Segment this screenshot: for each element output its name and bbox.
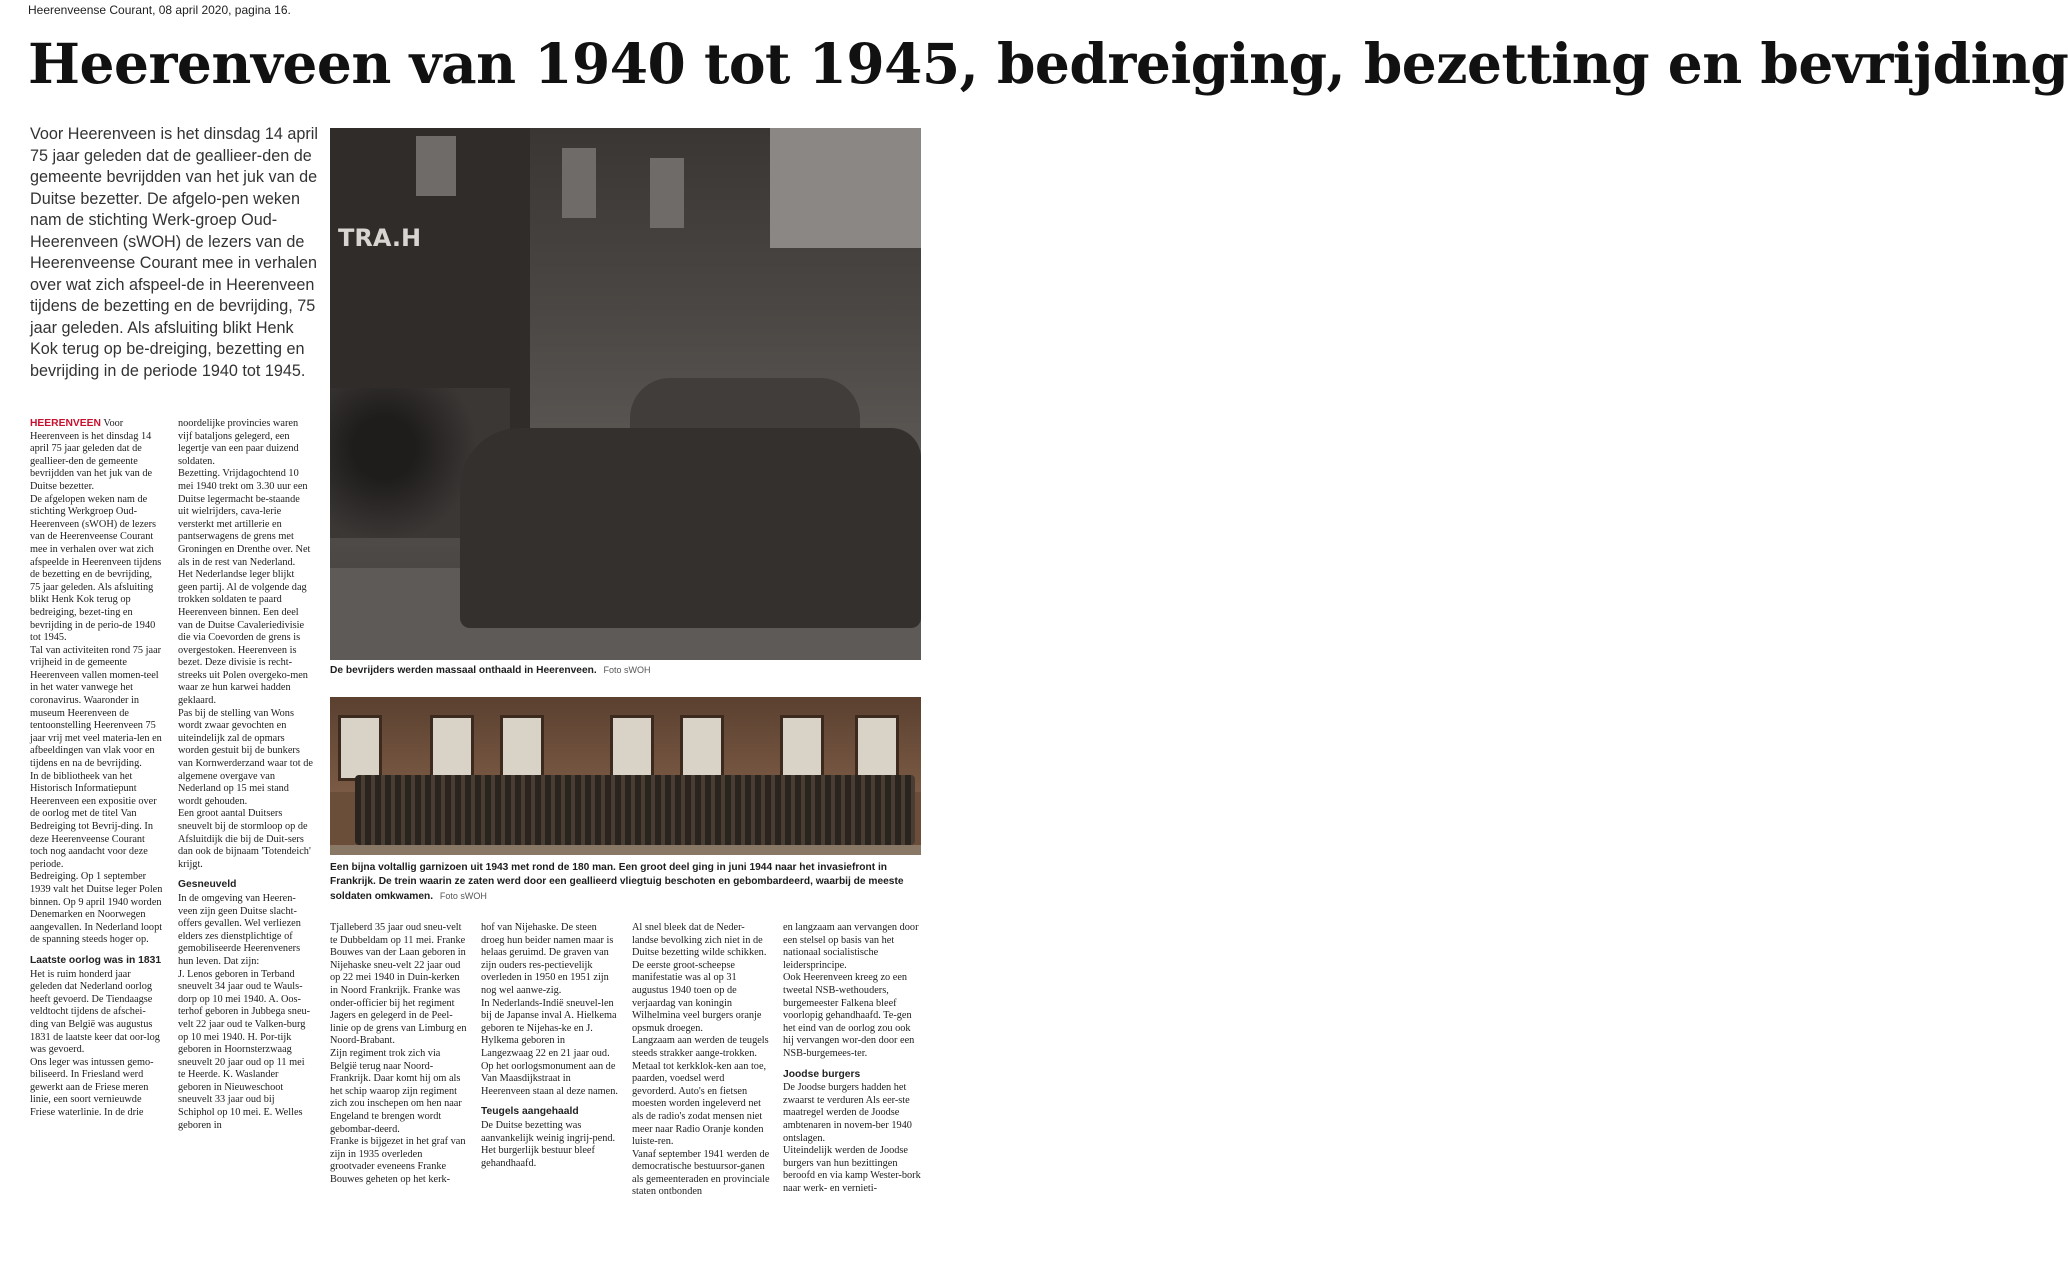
- subheading: Laatste oorlog was in 1831: [30, 954, 162, 966]
- photo-window: [855, 715, 899, 781]
- paragraph: Het is ruim honderd jaar geleden dat Nederland oorlog heeft gevoerd. De Tiendaagse veldtocht tijdens de afschei-ding van België was augustus 1831 de laatste keer dat oor-log was gevoerd.: [30, 968, 160, 1056]
- page-title: Heerenveen van 1940 tot 1945, bedreiging, bezetting en bevrijding: [28, 31, 2068, 96]
- subheading: Gesneuveld: [178, 879, 237, 891]
- paragraph: In de omgeving van Heeren-veen zijn geen Duitse slacht-offers gevallen. Wel verliezen elders zes dienstplichtige of gemobiliseerde Heerenveners hun leven. Dat zijn:: [178, 892, 301, 967]
- intro-paragraph: Voor Heerenveen is het dinsdag 14 april 75 jaar geleden dat de geallieer-den de gemeente bevrijdden van het juk van de Duitse bezetter. De afgelo-pen weken nam de stichting Werk-groep Oud-Heerenveen (sWOH) de lezers van de Heerenveense Courant mee in verhalen over wat zich afspeel-de in Heerenveen tijdens de bezetting en de bevrijding, 75 jaar geleden. Als afsluiting blikt Henk Kok terug op be-dreiging, bezetting en bevrijding in de periode 1940 tot 1945.: [30, 125, 318, 380]
- paragraph: Ons leger was intussen gemo-biliseerd. In Friesland werd gewerkt aan de Friese meren linie, een soort vernieuwde Friese waterlinie. In de drie: [30, 1056, 154, 1119]
- lead-paragraph: [30, 418, 164, 494]
- subheading: Teugels aangehaald: [481, 1106, 579, 1118]
- paragraph: Bezetting. Vrijdagochtend 10 mei 1940 trekt om 3.30 uur een Duitse legermacht be-staande uit wielrijders, cava-lerie versterkt met artillerie en pantserwagens de grens met Groningen en Drenthe over. Net als in de rest van Nederland.: [178, 468, 311, 568]
- photo2-caption-text: Een bijna voltallig garnizoen uit 1943 met rond de 180 man. Een groot deel ging in juni 1944 naar het invasiefront in Frankrijk. De trein waarin ze zaten werd door een geallieerd vliegtuig beschoten en gebombardeerd, waarbij de meeste soldaten omkwamen.: [330, 862, 904, 902]
- photo-window: [680, 715, 724, 781]
- paragraph: Franke is bijgezet in het graf van zijn in 1935 overleden grootvader eveneens Franke Bouwes geheten op het kerk-: [330, 1136, 466, 1185]
- lead-text: Voor Heerenveen is het dinsdag 14 april 75 jaar geleden dat de geallieer-den de gemeente bevrijdden van het juk van de Duitse bezetter.: [30, 418, 153, 492]
- article-column-6: [783, 922, 923, 1260]
- paragraph: Op het oorlogsmonument aan de Van Maasdijkstraat in Heerenveen staan al deze namen.: [481, 1060, 618, 1097]
- dateline-kicker: HEERENVEEN: [30, 418, 101, 429]
- tank-hull: [460, 428, 921, 628]
- photo2-caption: [330, 861, 921, 904]
- photo-window: [610, 715, 654, 781]
- paragraph: De Joodse burgers hadden het zwaarst te verduren Als eer-ste maatregel werden de Joodse ambtenaren in novem-ber 1940 ontslagen.: [783, 1082, 912, 1144]
- photo-window: [780, 715, 824, 781]
- paragraph: en langzaam aan vervangen door een stelsel op basis van het nationaal socialistische leidersprincipe.: [783, 922, 919, 971]
- paragraph: In de bibliotheek van het Historisch Informatiepunt Heerenveen een expositie over de oorlog met de titel Van Bedreiging tot Bevrij-ding. In deze Heerenveense Courant toch nog aandacht voor deze periode.: [30, 770, 157, 870]
- article-column-5: [632, 922, 770, 1260]
- photo-sky: [770, 128, 921, 248]
- liberation-tank-photo: [330, 128, 921, 660]
- photo-ground: [330, 845, 921, 855]
- paragraph: hof van Nijehaske. De steen droeg hun beider namen maar is helaas geruimd. De graven van zijn ouders res-pectievelijk overleden in 1950 en 1951 zijn nog wel aanwe-zig.: [481, 922, 614, 996]
- paragraph: Het Nederlandse leger blijkt geen partij. Al de volgende dag trokken soldaten te paard Heerenveen binnen. Een deel van de Duitse Cavaleriedivisie die via Coevorden de grens is overgestoken. Heerenveen is bezet. Deze divisie is recht-streeks uit Polen overgeko-men waar ze hun karwei hadden geklaard.: [178, 569, 308, 707]
- photo2-credit: Foto sWOH: [439, 891, 487, 901]
- shop-sign-text: TRA.H: [338, 224, 422, 252]
- paragraph: In Nederlands-Indië sneuvel-len bij de Japanse inval A. Hielkema geboren te Nijehas-ke en J. Hylkema geboren in Langezwaag 22 en 21 jaar oud.: [481, 997, 617, 1059]
- paragraph: Al snel bleek dat de Neder-landse bevolking zich niet in de Duitse bezetting wilde schikken. De eerste groot-scheepse manifestatie was al op 31 augustus 1940 toen op de verjaardag van koningin Wilhelmina veel burgers oranje opsmuk droegen.: [632, 922, 767, 1034]
- paragraph: Pas bij de stelling van Wons wordt zwaar gevochten en uiteindelijk zal de opmars worden gestuit bij de bunkers van Kornwerderzand waar tot de algemene overgave van Nederland op 15 mei stand wordt gehouden.: [178, 707, 313, 807]
- photo-window: [650, 158, 684, 228]
- photo-window: [500, 715, 544, 781]
- article-column-2: [178, 418, 313, 1258]
- paragraph: Een groot aantal Duitsers sneuvelt bij de stormloop op de Afsluitdijk die bij de Duit-sers dan ook de bijnaam 'Totendeich' krijgt.: [178, 808, 311, 870]
- article-column-1: [30, 418, 164, 1258]
- photo-window: [338, 715, 382, 781]
- paragraph: Ook Heerenveen kreeg zo een tweetal NSB-wethouders, burgemeester Falkena bleef voorlopig gehandhaafd. Te-gen het eind van de oorlog zou ook hij vervangen wor-den door een NSB-burgemees-ter.: [783, 972, 915, 1059]
- garrison-group-photo: [330, 697, 921, 855]
- paragraph: Bedreiging. Op 1 september 1939 valt het Duitse leger Polen binnen. Op 9 april 1940 worden Denemarken en Noorwegen aangevallen. In Nederland loopt de spanning steeds hoger op.: [30, 871, 163, 946]
- photo-window: [430, 715, 474, 781]
- photo1-caption: [330, 665, 921, 676]
- paragraph: De Duitse bezetting was aanvankelijk weinig ingrij-pend. Het burgerlijk bestuur bleef gehandhaafd.: [481, 1119, 616, 1169]
- article-column-3: [330, 922, 468, 1260]
- article-column-4: [481, 922, 619, 1260]
- paragraph: De afgelopen weken nam de stichting Werkgroep Oud-Heerenveen (sWOH) de lezers van de Heerenveense Courant mee in verhalen over wat zich afspeelde in Heerenveen tijdens de bezetting en de bevrijding, 75 jaar geleden. Als afsluiting blikt Henk Kok terug op bedreiging, bezet-ting en bevrijding in de perio-de 1940 tot 1945.: [30, 493, 162, 644]
- photo1-caption-text: De bevrijders werden massaal onthaald in Heerenveen.: [330, 665, 597, 676]
- masthead: Heerenveense Courant, 08 april 2020, pagina 16.: [28, 3, 291, 17]
- photo-window: [562, 148, 596, 218]
- paragraph: Tjalleberd 35 jaar oud sneu-velt te Dubbeldam op 11 mei. Franke Bouwes van der Laan geboren in Nijehaske sneu-velt 22 jaar oud op 22 mei 1940 in Duin-kerken in Noord Frankrijk. Franke was onder-officier bij het regiment Jagers en gelegerd in de Peel-linie op de grens van Limburg en Noord-Brabant.: [330, 922, 467, 1047]
- photo-window: [416, 136, 456, 196]
- paragraph: J. Lenos geboren in Terband sneuvelt 34 jaar oud te Wauls-dorp op 10 mei 1940. A. Oos-terhof geboren in Jubbega sneu-velt 22 jaar oud te Valken-burg op 10 mei 1940. H. Por-tijk geboren in Hoornsterzwaag sneuvelt 20 jaar oud op 11 mei te Heerde. K. Waslander geboren in Nieuweschoot sneuvelt 33 jaar oud bij Schiphol op 10 mei. E. Welles geboren in: [178, 968, 311, 1131]
- paragraph: Langzaam aan werden de teugels steeds strakker aange-trokken. Metaal tot kerkklok-ken aan toe, paarden, voedsel werd gevorderd. Auto's en fietsen moesten worden ingeleverd net als de radio's zodat mensen niet meer naar Radio Oranje konden luiste-ren.: [632, 1035, 769, 1148]
- subheading: Joodse burgers: [783, 1068, 861, 1080]
- photo1-credit: Foto sWOH: [603, 665, 651, 675]
- paragraph: noordelijke provincies waren vijf bataljons gelegerd, een legertje van een paar duizend soldaten.: [178, 418, 299, 467]
- paragraph: Zijn regiment trok zich via België terug naar Noord-Frankrijk. Daar komt hij om als het schip waarop zijn regiment zich zou inschepen om hen naar Engeland te brengen wordt gebombar-deerd.: [330, 1047, 462, 1135]
- paragraph: Tal van activiteiten rond 75 jaar vrijheid in de gemeente Heerenveen vallen momen-teel in het water vanwege het coronavirus. Waaronder in museum Heerenveen de tentoonstelling Heerenveen 75 jaar vrij met veel materia-len en afbeeldingen van vlak voor en tijdens en na de bevrijding.: [30, 644, 162, 770]
- soldier-rows: [355, 775, 915, 845]
- paragraph: Vanaf september 1941 werden de democratische bestuursor-ganen als gemeenteraden en provinciale staten ontbonden: [632, 1148, 770, 1198]
- paragraph: Uiteindelijk werden de Joodse burgers van hun bezittingen beroofd en via kamp Wester-bork naar werk- en vernieti-: [783, 1145, 921, 1194]
